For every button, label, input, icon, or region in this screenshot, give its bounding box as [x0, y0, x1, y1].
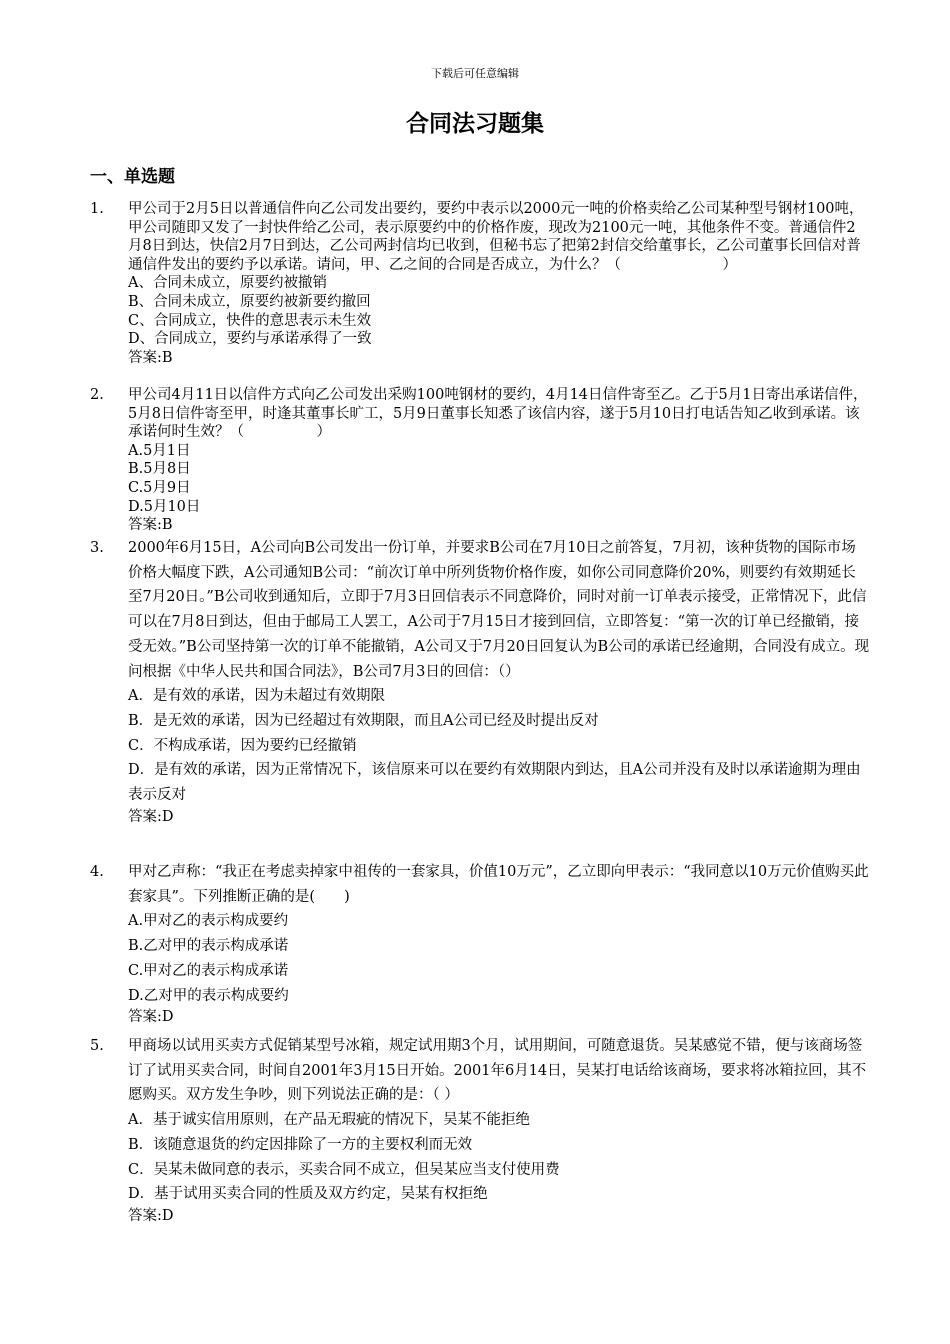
option-b: B.5月8日: [128, 461, 191, 478]
option-b: B．是无效的承诺，因为已经超过有效期限，而且A公司已经及时提出反对: [128, 712, 599, 729]
option-c: C．吴某未做同意的表示，买卖合同不成立，但吴某应当支付使用费: [128, 1161, 560, 1178]
answer: 答案:B: [128, 349, 173, 366]
option-d: D．基于试用买卖合同的性质及双方约定，吴某有权拒绝: [128, 1186, 488, 1203]
document-title: 合同法习题集: [406, 110, 544, 137]
question-text: 甲商场以试用买卖方式促销某型号冰箱，规定试用期3个月，试用期间，可随意退货。吴某感觉不错，便与该商场签订了试用买卖合同，时间自2001年3月15日开始。2001年6月14日，吴某打电话给该商场，要求将冰箱拉回，其不愿购买。双方发生争吵，则下列说法正确的是：（ ）: [128, 1038, 867, 1104]
option-b: B．该随意退货的约定因排除了一方的主要权利而无效: [128, 1136, 473, 1153]
question-text: 2000年6月15日，A公司向B公司发出一份订单，并要求B公司在7月10日之前答复，7月初，该种货物的国际市场价格大幅度下跌，A公司通知B公司：“前次订单中所列货物价格作废，如你公司同意降价20%，则要约有效期延长至7月20日。”B公司收到通知后，立即于7月3日回信表示不同意降价，同时对前一订单表示接受，正常情况下，此信可以在7月8日到达，但由于邮局工人罢工，A公司于7月15日才接到回信，立即答复：“第一次的订单已经撤销，接受无效。”B公司坚持第一次的订单不能撤销，A公司又于7月20日回复认为B公司的承诺已经逾期，合同没有成立。现问根据《中华人民共和国合同法》，B公司7月3日的回信：（）: [128, 540, 870, 680]
question-1: [90, 200, 870, 367]
question-number: 2.: [90, 387, 104, 403]
question-number: 1.: [90, 201, 104, 217]
option-d: D．是有效的承诺，因为正常情况下，该信原来可以在要约有效期限内到达，且A公司并没有及时以承诺逾期为理由表示反对: [128, 762, 861, 804]
option-b: B.乙对甲的表示构成承诺: [128, 938, 289, 955]
answer: 答案:D: [128, 808, 174, 825]
question-text: 甲对乙声称：“我正在考虑卖掉家中祖传的一套家具，价值10万元”，乙立即向甲表示：“我同意以10万元价值购买此套家具”。下列推断正确的是( ): [128, 864, 869, 905]
option-c: C．不构成承诺，因为要约已经撤销: [128, 737, 357, 754]
option-d: D、合同成立，要约与承诺承得了一致: [128, 331, 372, 348]
question-4: [90, 860, 870, 1027]
option-a: A.5月1日: [128, 442, 191, 459]
question-2: [90, 386, 870, 535]
question-text: 甲公司于2月5日以普通信件向乙公司发出要约，要约中表示以2000元一吨的价格卖给乙公司某种型号钢材100吨，甲公司随即又发了一封快件给乙公司，表示原要约中的价格作废，现改为2100元一吨，其他条件不变。普通信件2月8日到达，快信2月7日到达，乙公司两封信均已收到，但秘书忘了把第2封信交给董事长，乙公司董事长回信对普通信件发出的要约予以承诺。请问，甲、乙之间的合同是否成立，为什么？（ ）: [128, 201, 864, 273]
question-text: 甲公司4月11日以信件方式向乙公司发出采购100吨钢材的要约，4月14日信件寄至乙。乙于5月1日寄出承诺信件，5月8日信件寄至甲，时逢其董事长旷工，5月9日董事长知悉了该信内容，遂于5月10日打电话告知乙收到承诺。该承诺何时生效？（ ）: [128, 387, 868, 441]
question-3: [90, 536, 870, 826]
option-a: A．基于诚实信用原则，在产品无瑕疵的情况下，吴某不能拒绝: [128, 1112, 530, 1129]
option-d: D.5月10日: [128, 498, 201, 515]
option-a: A．是有效的承诺，因为未超过有效期限: [128, 688, 385, 705]
page-header: 下载后可任意编辑: [431, 67, 519, 80]
answer: 答案:D: [128, 1009, 174, 1026]
option-a: A.甲对乙的表示构成要约: [128, 913, 289, 930]
option-a: A、合同未成立，原要约被撤销: [128, 275, 327, 292]
question-number: 4.: [90, 864, 104, 880]
question-number: 5.: [90, 1038, 104, 1054]
question-number: 3.: [90, 540, 104, 556]
question-5: [90, 1034, 870, 1226]
section-heading: 一、单选题: [90, 167, 175, 187]
option-d: D.乙对甲的表示构成要约: [128, 987, 289, 1004]
option-b: B、合同未成立，原要约被新要约撤回: [128, 293, 371, 310]
answer: 答案:D: [128, 1207, 174, 1224]
option-c: C.甲对乙的表示构成承诺: [128, 962, 289, 979]
option-c: C、合同成立，快件的意思表示未生效: [128, 312, 372, 329]
answer: 答案:B: [128, 517, 173, 534]
option-c: C.5月9日: [128, 479, 191, 496]
